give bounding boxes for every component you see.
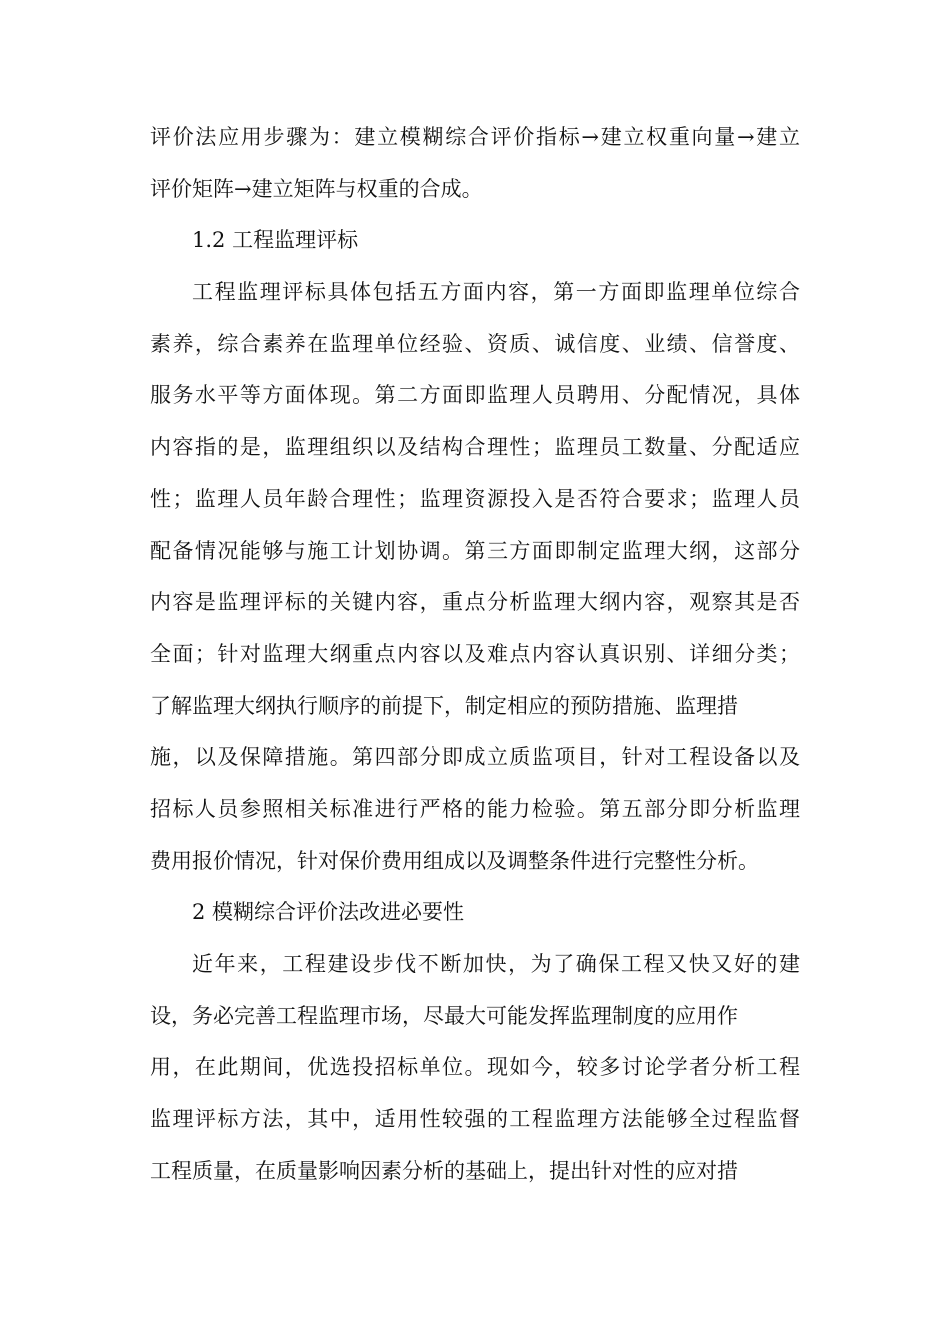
paragraph-line: 性；监理人员年龄合理性；监理资源投入是否符合要求；监理人员	[150, 486, 800, 511]
paragraph-line: 近年来，工程建设步伐不断加快，为了确保工程又快又好的建	[192, 952, 800, 976]
document-body	[150, 112, 800, 1197]
paragraph-line: 工程监理评标具体包括五方面内容，第一方面即监理单位综合	[192, 280, 800, 305]
paragraph-line: 费用报价情况，针对保价费用组成以及调整条件进行完整性分析。	[150, 848, 759, 873]
paragraph-line: 施，以及保障措施。第四部分即成立质监项目，针对工程设备以及	[150, 745, 800, 770]
paragraph-line: 了解监理大纲执行顺序的前提下，制定相应的预防措施、监理措	[150, 693, 738, 718]
paragraph-line: 监理评标方法，其中，适用性较强的工程监理方法能够全过程监督	[150, 1107, 800, 1132]
paragraph-line: 评价矩阵→建立矩阵与权重的合成。	[150, 176, 483, 201]
paragraph-line: 招标人员参照相关标准进行严格的能力检验。第五部分即分析监理	[150, 796, 800, 821]
paragraph-line: 服务水平等方面体现。第二方面即监理人员聘用、分配情况，具体	[150, 383, 800, 408]
section-heading: 2 模糊综合评价法改进必要性	[192, 900, 465, 925]
paragraph-line: 用，在此期间，优选投招标单位。现如今，较多讨论学者分析工程	[150, 1055, 800, 1080]
paragraph-line: 内容指的是，监理组织以及结构合理性；监理员工数量、分配适应	[150, 435, 800, 460]
section-heading: 1.2 工程监理评标	[192, 228, 359, 253]
paragraph-line: 设，务必完善工程监理市场，尽最大可能发挥监理制度的应用作	[150, 1003, 738, 1028]
paragraph-line: 工程质量，在质量影响因素分析的基础上，提出针对性的应对措	[150, 1158, 738, 1183]
paragraph-line: 配备情况能够与施工计划协调。第三方面即制定监理大纲，这部分	[150, 538, 800, 563]
paragraph-line: 内容是监理评标的关键内容，重点分析监理大纲内容，观察其是否	[150, 590, 800, 615]
paragraph-line: 全面；针对监理大纲重点内容以及难点内容认真识别、详细分类；	[150, 641, 800, 666]
paragraph-line: 素养，综合素养在监理单位经验、资质、诚信度、业绩、信誉度、	[150, 331, 800, 356]
paragraph-line: 评价法应用步骤为：建立模糊综合评价指标→建立权重向量→建立	[150, 125, 800, 149]
